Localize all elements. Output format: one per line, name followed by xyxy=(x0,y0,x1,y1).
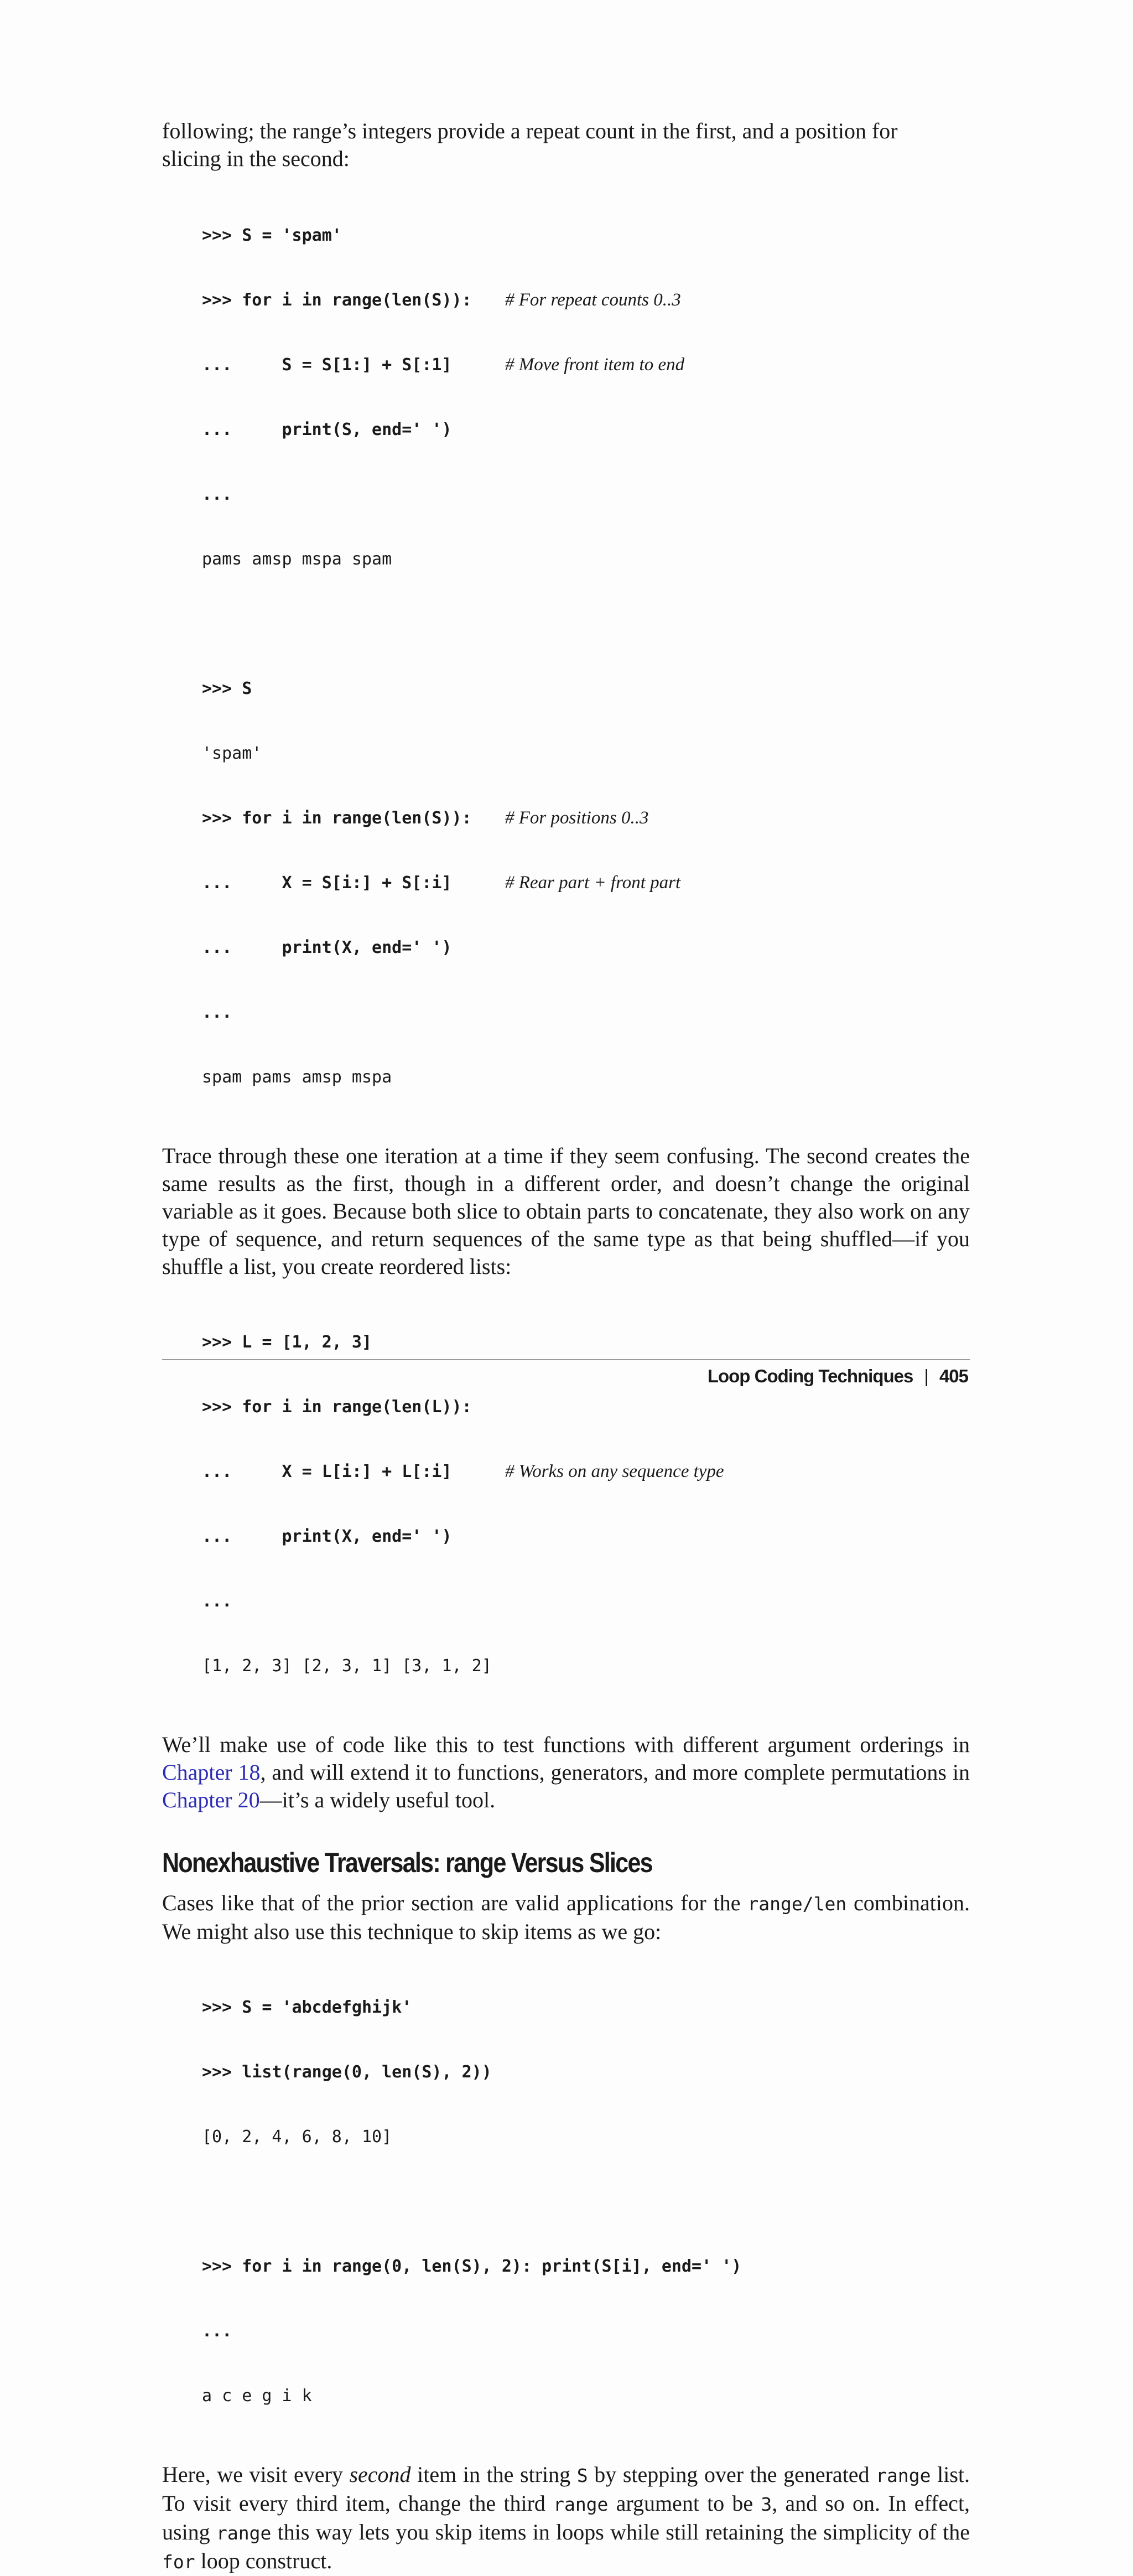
text-run: —it’s a widely useful tool. xyxy=(259,1787,496,1812)
code-line: ... print(X, end=' ') xyxy=(202,938,452,957)
code-block-shuffle-string xyxy=(202,182,970,1131)
inline-code: range xyxy=(876,2465,931,2486)
range-len-paragraph xyxy=(162,1889,970,1946)
text-run: Here, we visit every xyxy=(162,2462,350,2487)
text-run: combination. We might also use this technique to skip items as we go: xyxy=(162,1890,970,1944)
emphasis: second xyxy=(349,2462,411,2487)
section-heading: Nonexhaustive Traversals: range Versus Slices xyxy=(162,1847,652,1878)
code-comment: # Works on any sequence type xyxy=(505,1461,724,1481)
code-output: a c e g i k xyxy=(202,2386,312,2406)
code-line: ... print(S, end=' ') xyxy=(202,420,452,439)
inline-code: range xyxy=(216,2522,272,2544)
code-line: >>> for i in range(len(L)): xyxy=(202,1397,472,1417)
code-line: >>> for i in range(0, len(S), 2): print(S[i], end=' ') xyxy=(202,2257,742,2276)
code-line: >>> S = 'spam' xyxy=(202,226,342,245)
inline-code: for xyxy=(162,2551,195,2573)
inline-code: 3 xyxy=(761,2494,772,2515)
code-line: ... X = S[i:] + S[:i] # Rear part + front part xyxy=(202,873,681,893)
code-line: >>> for i in range(len(S)): # For repeat counts 0..3 xyxy=(202,290,681,310)
code-blank-line xyxy=(202,613,970,635)
code-line: ... S = S[1:] + S[:1] # Move front item to end xyxy=(202,355,685,375)
code-line: >>> L = [1, 2, 3] xyxy=(202,1333,372,1352)
chapter-20-link[interactable]: Chapter 20 xyxy=(162,1787,260,1812)
code-comment: # For repeat counts 0..3 xyxy=(505,290,681,310)
text-run: , and so on. In effect, using xyxy=(162,2491,970,2544)
code-output: spam pams amsp mspa xyxy=(202,1067,392,1087)
text-run: this way lets you skip items in loops while still retaining the simplicity of the xyxy=(271,2520,970,2544)
code-output: [1, 2, 3] [2, 3, 1] [3, 1, 2] xyxy=(202,1656,492,1676)
code-output: 'spam' xyxy=(202,744,262,763)
code-line: ... xyxy=(202,2321,232,2341)
code-line: ... xyxy=(202,485,232,504)
text-run: argument to be xyxy=(608,2491,761,2516)
inline-code: S xyxy=(576,2465,588,2486)
footer-separator: | xyxy=(924,1366,928,1386)
code-output: [0, 2, 4, 6, 8, 10] xyxy=(202,2127,392,2147)
text-run: item in the string xyxy=(410,2462,577,2487)
inline-code: range xyxy=(553,2494,609,2515)
text-run: Cases like that of the prior section are valid applications for the xyxy=(162,1890,748,1915)
trace-paragraph: Trace through these one iteration at a time if they seem confusing. The second creates the same results as the first, though in a different order, and doesn’t change the original variable as it goes. Because both slice to obtain parts to concatenate, they also work on any type of sequence, and return sequences of the same type as that being shuffled—if you shuffle a list, you create reordered lists: xyxy=(162,1143,970,1279)
code-comment: # Move front item to end xyxy=(505,355,685,375)
text-run: list. To visit every third item, change the third xyxy=(162,2462,970,2516)
page-number: 405 xyxy=(939,1366,968,1386)
code-line: ... X = L[i:] + L[:i] # Works on any sequence type xyxy=(202,1461,724,1481)
intro-line-2: slicing in the second: xyxy=(162,146,350,171)
code-comment: # Rear part + front part xyxy=(505,873,681,893)
intro-paragraph xyxy=(162,117,970,173)
text-run: by stepping over the generated xyxy=(588,2462,876,2487)
intro-line-1: following; the range’s integers provide a repeat count in the first, and a position for xyxy=(162,118,898,143)
code-line: >>> for i in range(len(S)): # For positions 0..3 xyxy=(202,808,649,828)
chapter-reference-paragraph xyxy=(162,1731,970,1814)
text-run: , and will extend it to functions, generators, and more complete permutations in xyxy=(260,1760,970,1785)
code-line: ... xyxy=(202,1003,232,1022)
text-run: We’ll make use of code like this to test functions with different argument orderings in xyxy=(162,1732,970,1757)
text-run: loop construct. xyxy=(195,2548,332,2573)
chapter-18-link[interactable]: Chapter 18 xyxy=(162,1760,261,1785)
code-block-shuffle-list xyxy=(202,1288,970,1720)
page-content xyxy=(162,117,970,2576)
code-line: >>> S = 'abcdefghijk' xyxy=(202,1998,412,2017)
page-footer xyxy=(708,1366,968,1387)
code-line: ... print(X, end=' ') xyxy=(202,1527,452,1546)
footer-divider xyxy=(162,1359,970,1360)
code-line: >>> list(range(0, len(S), 2)) xyxy=(202,2062,492,2082)
code-block-skip-items xyxy=(202,1953,970,2450)
code-output: pams amsp mspa spam xyxy=(202,550,392,569)
running-footer-title: Loop Coding Techniques xyxy=(707,1366,913,1386)
inline-code: range/len xyxy=(747,1893,847,1915)
code-blank-line xyxy=(202,2191,970,2212)
stepping-paragraph xyxy=(162,2461,970,2576)
code-line: >>> S xyxy=(202,679,252,698)
code-comment: # For positions 0..3 xyxy=(505,808,649,828)
code-line: ... xyxy=(202,1592,232,1611)
